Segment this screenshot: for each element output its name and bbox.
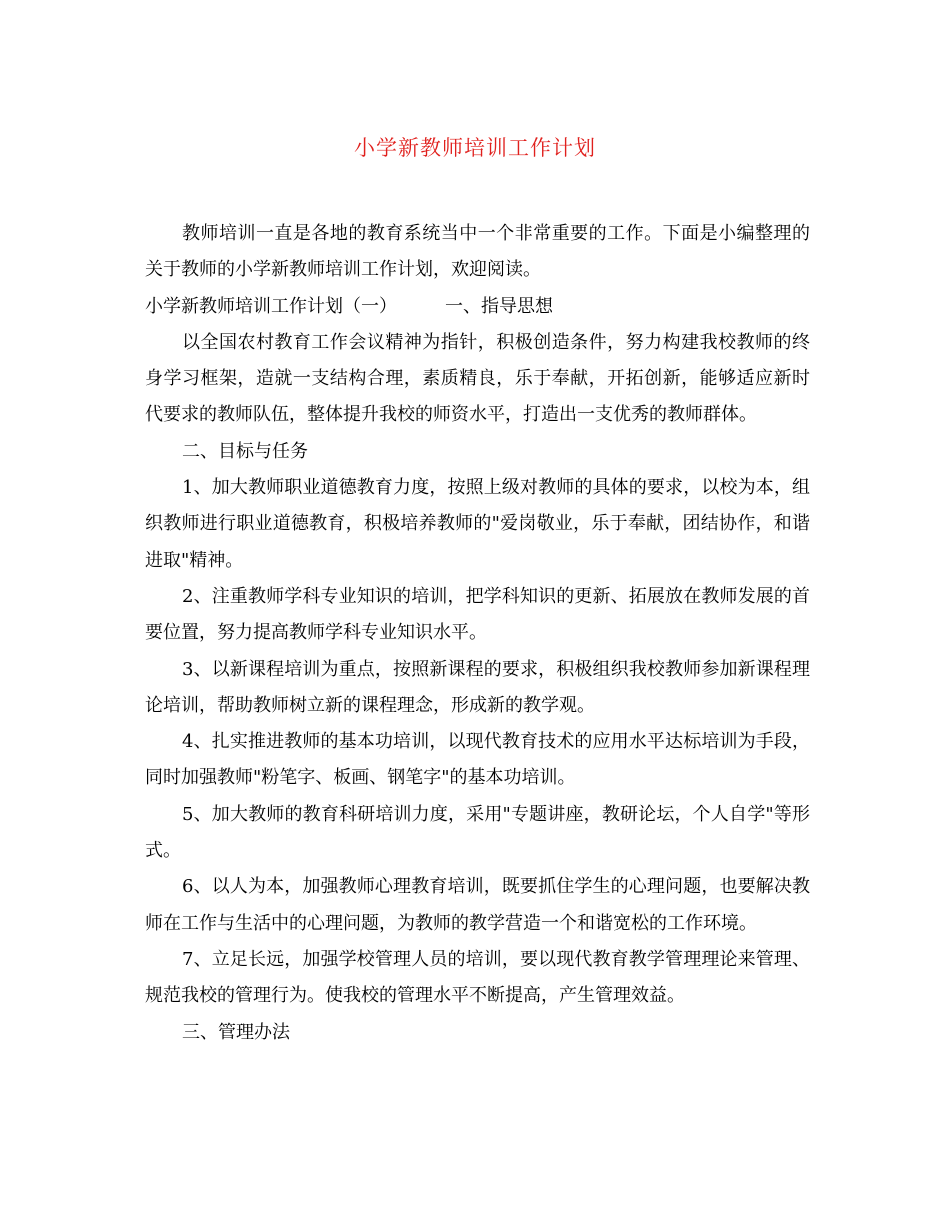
intro-paragraph: 教师培训一直是各地的教育系统当中一个非常重要的工作。下面是小编整理的关于教师的小学新教师培训工作计划，欢迎阅读。	[145, 223, 810, 281]
document-body	[145, 216, 810, 1051]
document-title: 小学新教师培训工作计划	[354, 136, 596, 160]
item-paragraph: 6、以人为本，加强教师心理教育培训，既要抓住学生的心理问题，也要解决教师在工作与生活中的心理问题，为教师的教学营造一个和谐宽松的工作环境。	[145, 876, 810, 934]
item-paragraph: 7、立足长远，加强学校管理人员的培训，要以现代教育教学管理理论来管理、规范我校的管理行为。使我校的管理水平不断提高，产生管理效益。	[145, 948, 810, 1007]
item-paragraph: 2、注重教师学科专业知识的培训，把学科知识的更新、拓展放在教师发展的首要位置，努力提高教师学科专业知识水平。	[145, 585, 810, 644]
section3-heading: 三、管理办法	[182, 1021, 290, 1043]
item-paragraph: 4、扎实推进教师的基本功培训，以现代教育技术的应用水平达标培训为手段，同时加强教师"粉笔字、板画、钢笔字"的基本功培训。	[145, 731, 810, 789]
item-paragraph: 5、加大教师的教育科研培训力度，采用"专题讲座，教研论坛，个人自学"等形式。	[145, 803, 810, 862]
section1-heading: 一、指导思想	[445, 295, 553, 317]
section2-heading: 二、目标与任务	[182, 440, 308, 462]
item-paragraph: 3、以新课程培训为重点，按照新课程的要求，积极组织我校教师参加新课程理论培训，帮助教师树立新的课程理念，形成新的教学观。	[145, 658, 810, 716]
plan-heading-line	[145, 289, 810, 325]
item-paragraph: 1、加大教师职业道德教育力度，按照上级对教师的具体的要求，以校为本，组织教师进行职业道德教育，积极培养教师的"爱岗敬业，乐于奉献，团结协作，和谐进取"精神。	[145, 477, 810, 571]
section1-paragraph: 以全国农村教育工作会议精神为指针，积极创造条件，努力构建我校教师的终身学习框架，造就一支结构合理，素质精良，乐于奉献，开拓创新，能够适应新时代要求的教师队伍，整体提升我校的师资水平，打造出一支优秀的教师群体。	[145, 331, 810, 426]
plan-heading: 小学新教师培训工作计划（一）	[145, 295, 397, 317]
